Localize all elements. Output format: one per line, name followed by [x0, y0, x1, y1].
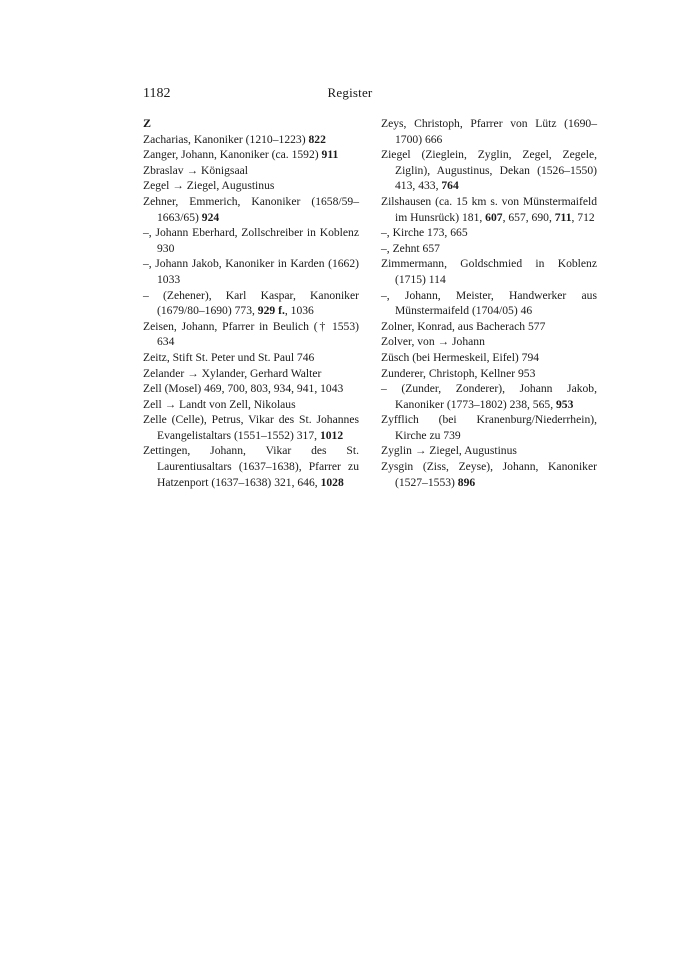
index-entry: Zeys, Christoph, Pfarrer von Lütz (1690–1700) 666: [381, 117, 597, 146]
index-entry: Zysgin (Ziss, Zeyse), Johann, Kanoniker (1527–1553) 896: [381, 460, 597, 489]
index-entry: –, Kirche 173, 665: [381, 226, 468, 240]
entries-right: [381, 116, 597, 490]
index-entry: –, Johann Eberhard, Zollschreiber in Koblenz 930: [143, 226, 359, 255]
index-entry: Zelle (Celle), Petrus, Vikar des St. Johannes Evangelistaltars (1551–1552) 317, 1012: [143, 413, 359, 442]
index-entry: Zeisen, Johann, Pfarrer in Beulich († 1553) 634: [143, 319, 359, 349]
index-entry: Zyglin → Ziegel, Augustinus: [381, 444, 517, 458]
index-entry: Zelander → Xylander, Gerhard Walter: [143, 366, 322, 380]
index-entry: – (Zehener), Karl Kaspar, Kanoniker (1679/80–1690) 773, 929 f., 1036: [143, 288, 359, 318]
index-entry: Zilshausen (ca. 15 km s. von Münstermaifeld im Hunsrück) 181, 607, 657, 690, 711, 712: [381, 194, 597, 224]
index-entry: Zunderer, Christoph, Kellner 953: [381, 366, 536, 380]
index-entry: Zimmermann, Goldschmied in Koblenz (1715) 114: [381, 257, 597, 286]
index-column-left: [143, 116, 359, 490]
index-column-right: [381, 116, 597, 490]
index-entry: Zacharias, Kanoniker (1210–1223) 822: [143, 132, 326, 146]
running-head: Register: [327, 85, 373, 100]
section-letter: Z: [143, 116, 152, 130]
index-entry: Zell → Landt von Zell, Nikolaus: [143, 397, 296, 411]
index-entry: Ziegel (Zieglein, Zyglin, Zegel, Zegele, Ziglin), Augustinus, Dekan (1526–1550) 413, 433, 764: [381, 148, 597, 193]
index-entry: Zehner, Emmerich, Kanoniker (1658/59–1663/65) 924: [143, 194, 359, 224]
index-entry: –, Zehnt 657: [381, 241, 440, 255]
index-entry: Zyfflich (bei Kranenburg/Niederrhein), Kirche zu 739: [381, 413, 597, 442]
index-entry: –, Johann, Meister, Handwerker aus Münstermaifeld (1704/05) 46: [381, 288, 597, 318]
index-entry: Zettingen, Johann, Vikar des St. Laurentiusaltars (1637–1638), Pfarrer zu Hatzenport (1637–1638) 321, 646, 1028: [143, 444, 359, 489]
index-entry: – (Zunder, Zonderer), Johann Jakob, Kanoniker (1773–1802) 238, 565, 953: [381, 382, 597, 411]
entries-left: [143, 132, 359, 491]
index-entry: Zanger, Johann, Kanoniker (ca. 1592) 911: [143, 148, 339, 162]
index-entry: Zbraslav → Königsaal: [143, 163, 248, 177]
index-entry: Zeitz, Stift St. Peter und St. Paul 746: [143, 350, 315, 364]
index-entry: Zell (Mosel) 469, 700, 803, 934, 941, 1043: [143, 382, 344, 396]
index-entry: –, Johann Jakob, Kanoniker in Karden (1662) 1033: [143, 257, 359, 286]
page-number: 1182: [143, 86, 171, 101]
index-entry: Züsch (bei Hermeskeil, Eifel) 794: [381, 350, 540, 364]
index-entry: Zegel → Ziegel, Augustinus: [143, 179, 275, 193]
index-entry: Zolner, Konrad, aus Bacherach 577: [381, 319, 546, 333]
index-entry: Zolver, von → Johann: [381, 335, 485, 349]
